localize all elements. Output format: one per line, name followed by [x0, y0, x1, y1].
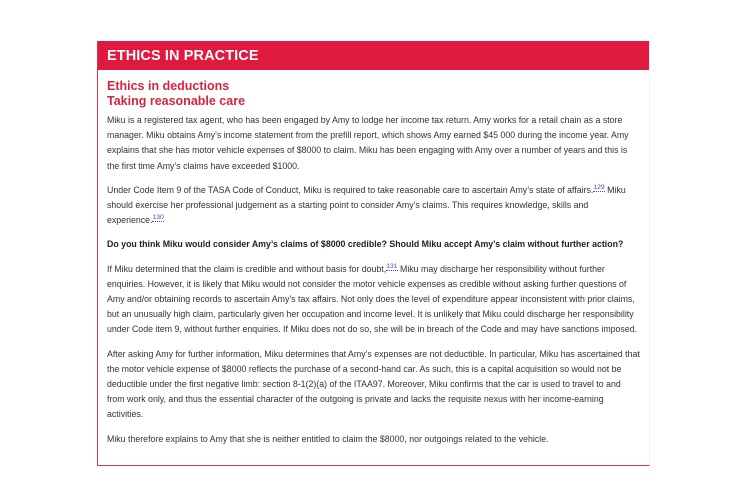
section-banner [98, 41, 649, 70]
ethics-in-practice-panel [97, 41, 650, 466]
footnote-link-129[interactable]: 129 [593, 183, 605, 191]
panel-content [98, 70, 649, 447]
paragraph-text: Miku may discharge her responsibility without further enquiries. However, it is likely that Miku would not consider the motor vehicle expenses as credible without asking further questions of Amy and/or obtaining records to ascertain Amy’s tax affairs. Not only does the level of expenditure appear inconsistent with prior claims, but an unusually high claim, particularly given her occupation and income level. It is unlikely that Miku could discharge her responsibility under Code item 9, without further enquiries. If Miku does not do so, she will be in breach of the Code and may have sanctions imposed. [107, 263, 638, 335]
paragraph-conclusion: Miku therefore explains to Amy that she is neither entitled to claim the $8000, nor outgoings related to the vehicle. [107, 433, 549, 444]
footnote-link-131[interactable]: 131 [386, 262, 398, 270]
footnote-link-130[interactable]: 130 [152, 214, 164, 222]
paragraph-analysis [107, 262, 640, 338]
paragraph-text: Miku should exercise her professional judgement as a starting point to consider Amy’s claims. This requires knowledge, skills and experience. [107, 184, 626, 226]
paragraph-text: If Miku determined that the claim is credible and without basis for doubt, [107, 263, 387, 274]
paragraph-code-item [107, 183, 640, 229]
paragraph-text: Under Code Item 9 of the TASA Code of Conduct, Miku is required to take reasonable care to ascertain Amy’s state of affairs. [107, 184, 594, 195]
paragraph-outcome: After asking Amy for further information, Miku determines that Amy’s expenses are not deductible. In particular, Miku has ascertained that the motor vehicle expense of $8000 reflects the purchase of a second-hand car. As such, this is a capital acquisition so would not be deductible under the first negative limb: section 8-1(2)(a) of the ITAA97. Moreover, Miku confirms that the car is used to travel to and from work only, and thus the essential character of the outgoing is private and lacks the requisite nexus with her income-earning activities. [107, 348, 640, 420]
banner-title: ETHICS IN PRACTICE [107, 47, 259, 64]
case-heading: Ethics in deductions [107, 79, 230, 93]
case-subheading: Taking reasonable care [107, 94, 246, 108]
paragraph-scenario: Miku is a registered tax agent, who has been engaged by Amy to lodge her income tax return. Amy works for a retail chain as a store manager. Miku obtains Amy’s income statement from the prefill report, which shows Amy earned $45 000 during the income year. Amy explains that she has motor vehicle expenses of $8000 to claim. Miku has been engaging with Amy over a number of years and this is the first time Amy’s claims have exceeded $1000. [107, 115, 629, 171]
paragraph-question: Do you think Miku would consider Amy’s claims of $8000 credible? Should Miku accept Amy’s claim without further action? [107, 239, 624, 250]
